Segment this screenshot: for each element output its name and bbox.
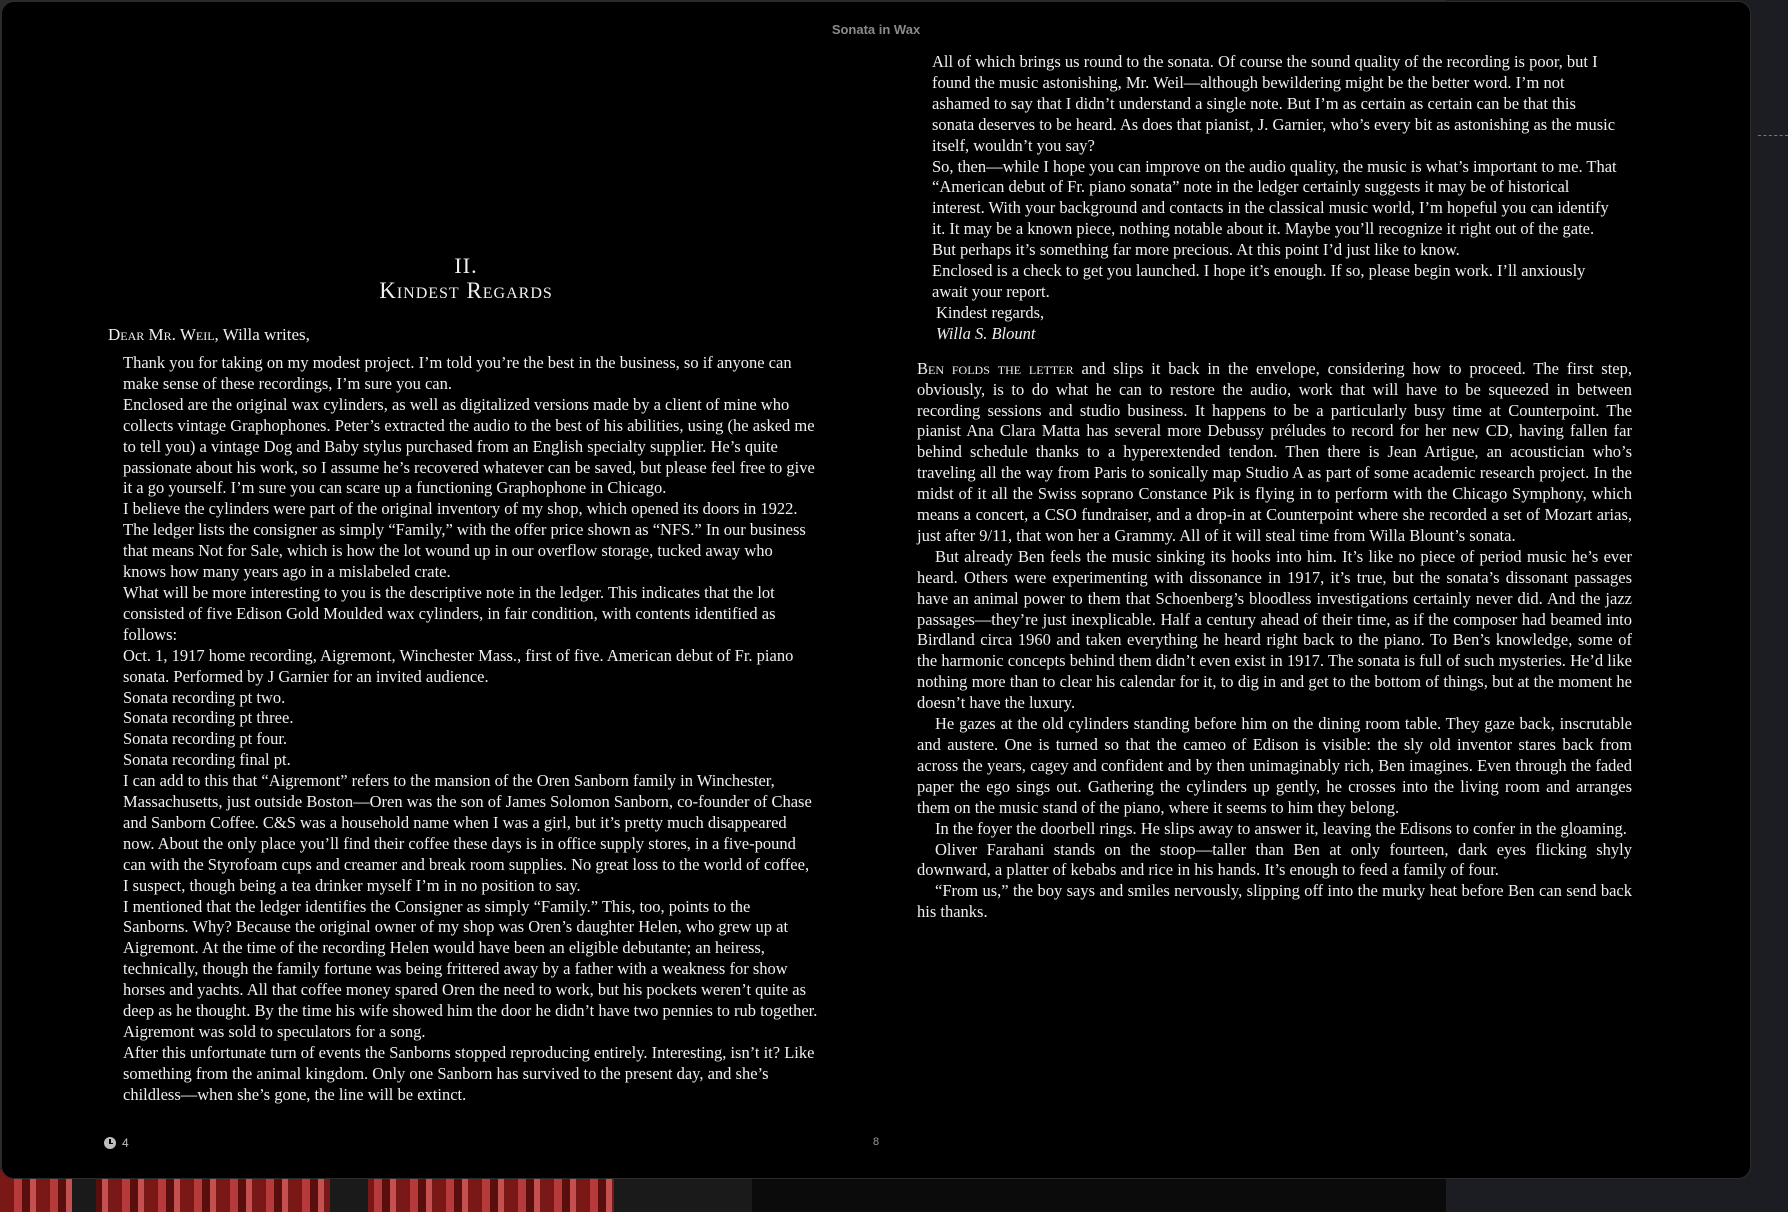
narrative-paragraph-text: and slips it back in the envelope, considering how to proceed. The first step, obviously, is to do what he can to restore the audio, work that will have to be squeezed in between recording sessions and studio business. It happens to be a particularly busy time at Counterpoint. The pianist Ana Clara Matta has several more Debussy préludes to record for her new CD, having fallen far behind schedule thanks to a hyperextended tendon. Then there is Jean Artigue, an acoustician who’s traveling all the way from Paris to sonically map Studio A as part of some academic research project. In the midst of it all the Swiss soprano Constance Pik is flying in to perform with the Chicago Symphony, which means a concert, a CSO fundraiser, and a drop-in at Counterpoint where she recorded a set of Mozart arias, just after 9/11, that won her a Grammy. All of it will steal time from Willa Blount’s sonata. xyxy=(917,358,1632,545)
page-number-area xyxy=(2,1136,1750,1148)
chapter-heading xyxy=(108,254,824,304)
narrative-paragraph: “From us,” the boy says and smiles nervously, slipping off into the murky heat before Ben can send back his thanks. xyxy=(917,881,1632,922)
salutation-name: Dear Mr. Weil, xyxy=(108,325,219,344)
letter-body-right xyxy=(932,52,1622,345)
narrative-body xyxy=(917,359,1632,923)
ledger-entry: Oct. 1, 1917 home recording, Aigremont, Winchester Mass., first of five. American debut of Fr. piano sonata. Performed by J Garnier for an invited audience. xyxy=(123,645,794,686)
letter-paragraph: So, then—while I hope you can improve on the audio quality, the music is what’s important to me. That “American debut of Fr. piano sonata” note in the ledger certainly suggests it may be of historical interest. With your background and contacts in the classical music world, I’m hopeful you can identify it. It may be a known piece, nothing notable about it. Maybe you’ll recognize it right out of the gate. But perhaps it’s something far more precious. At this point I’d just like to know. xyxy=(932,156,1617,260)
letter-paragraph: Thank you for taking on my modest project. I’m told you’re the best in the business, so if anyone can make sense of these recordings, I’m sure you can. xyxy=(123,353,792,393)
narrative-paragraph: He gazes at the old cylinders standing before him on the dining room table. They gaze back, inscrutable and austere. One is turned so that the cameo of Edison is visible: the sly old inventor stares back from across the years, cagey and confident and by then unimaginably rich, Ben imagines. Even through the faded paper the ego sings out. Gathering the cylinders up gently, he crosses into the living room and arranges them on the music stand of the piano, where it seems to him they belong. xyxy=(917,714,1632,817)
letter-body-left xyxy=(108,353,818,1106)
narrative-paragraph: In the foyer the doorbell rings. He slips away to answer it, leaving the Edisons to confer in the gloaming. xyxy=(935,818,1627,838)
window-title: Sonata in Wax xyxy=(831,22,921,37)
letter-paragraph: What will be more interesting to you is the descriptive note in the ledger. This indicates that the lot consisted of five Edison Gold Moulded wax cylinders, in fair condition, with contents identified as follows: xyxy=(123,582,776,644)
letter-paragraph: All of which brings us round to the sonata. Of course the sound quality of the recording is poor, but I found the music astonishing, Mr. Weil—although bewildering might be the better word. I’m not ashamed to say that I didn’t understand a single note. But I’m as certain as certain can be that this sonata deserves to be heard. As does that pianist, J. Garnier, who’s every bit as astonishing as the music itself, wouldn’t you say? xyxy=(932,52,1616,155)
page-left xyxy=(108,52,818,1106)
desktop-guide-line xyxy=(1758,135,1788,136)
page-number: 8 xyxy=(872,1136,880,1148)
pages-left-count: 4 xyxy=(122,1136,129,1150)
salutation-rest: Willa writes, xyxy=(218,325,310,344)
letter-paragraph: I believe the cylinders were part of the original inventory of my shop, which opened its doors in 1922. The ledger lists the consigner as simply “Family,” with the offer price shown as “NFS.” In our business that means Not for Sale, which is how the lot wound up in our overflow storage, tucked away who knows how many years ago in a mislabeled crate. xyxy=(123,499,806,582)
narrative-paragraph xyxy=(917,359,1632,547)
salutation xyxy=(108,324,818,345)
chapter-number: II. xyxy=(454,253,478,278)
letter-paragraph: I mentioned that the ledger identifies the Consigner as simply “Family.” This, too, points to the Sanborns. Why? Because the original owner of my shop was Oren’s daughter Helen, who grew up at Aigremont. At the time of the recording Helen would have been an eligible debutante; an heiress, technically, though the family fortune was being frittered away by a father with a weakness for show horses and yachts. All that coffee money spared Oren the need to work, but his pockets weren’t quite as deep as he thought. By the time his wife showed him the door he didn’t have two pennies to rub together. Aigremont was sold to speculators for a song. xyxy=(123,896,818,1041)
narrative-paragraph: Oliver Farahani stands on the stoop—taller than Ben at only fourteen, dark eyes flicking shyly downward, a platter of kebabs and rice in his hands. It’s enough to feed a family of four. xyxy=(917,839,1632,880)
ledger-entry: Sonata recording pt three. xyxy=(123,708,294,728)
chapter-title: Kindest Regards xyxy=(379,278,553,303)
reader-window[interactable] xyxy=(2,2,1750,1178)
letter-paragraph: Enclosed are the original wax cylinders, as well as digitalized versions made by a client of mine who collects vintage Graphophones. Peter’s extracted the audio to the best of his abilities, using (he asked me to tell you) a vintage Dog and Baby stylus purchased from an English specialty supplier. He’s quite passionate about his work, so I assume he’s recovered whatever can be saved, but please feel free to give it a go yourself. I’m sure you can scare up a functioning Graphophone in Chicago. xyxy=(123,394,815,498)
ledger-entry: Sonata recording pt four. xyxy=(123,729,288,749)
narrative-paragraph: But already Ben feels the music sinking its hooks into him. It’s like no piece of period music he’s ever heard. Others were experimenting with dissonance in 1917, it’s true, but the sonata’s dissonant passages have an animal power to them that Schoenberg’s bloodless investigations certainly never did. And the jazz passages—they’re just inexplicable. Half a century ahead of their time, as if the composer had beamed into Birdland circa 1960 and taken everything he heard right back to the piano. To Ben’s knowledge, some of the harmonic concepts behind them didn’t even exist in 1917. The sonata is full of such mysteries. He’d like nothing more than to clear his calendar for it, to dig in and get to the bottom of things, but at the moment he doesn’t have the luxury. xyxy=(917,546,1632,713)
page-right xyxy=(917,52,1647,923)
letter-closing: Kindest regards, xyxy=(936,302,1045,322)
titlebar[interactable] xyxy=(2,2,1750,54)
letter-paragraph: Enclosed is a check to get you launched. I hope it’s enough. If so, please begin work. I’ll anxiously await your report. xyxy=(932,261,1586,301)
letter-paragraph: After this unfortunate turn of events the Sanborns stopped reproducing entirely. Interesting, isn’t it? Like something from the animal kingdom. Only one Sanborn has survived to the present day, and she’s childless—when she’s gone, the line will be extinct. xyxy=(123,1042,815,1104)
ledger-entry: Sonata recording pt two. xyxy=(123,687,286,707)
letter-signature: Willa S. Blount xyxy=(936,323,1036,343)
letter-paragraph: I can add to this that “Aigremont” refers to the mansion of the Oren Sanborn family in Winchester, Massachusetts, just outside Boston—Oren was the son of James Solomon Sanborn, co-founder of Chase and Sanborn Coffee. C&S was a household name when I was a girl, but it’s pretty much disappeared now. About the only place you’ll find their coffee these days is in office supply stores, in a five-pound can with the Styrofoam cups and creamer and break room supplies. No great loss to the world of coffee, I suspect, though being a tea drinker myself I’m in no position to say. xyxy=(123,771,812,895)
ledger-entry: Sonata recording final pt. xyxy=(123,750,291,770)
narrative-lead-in: Ben folds the letter xyxy=(917,358,1074,378)
